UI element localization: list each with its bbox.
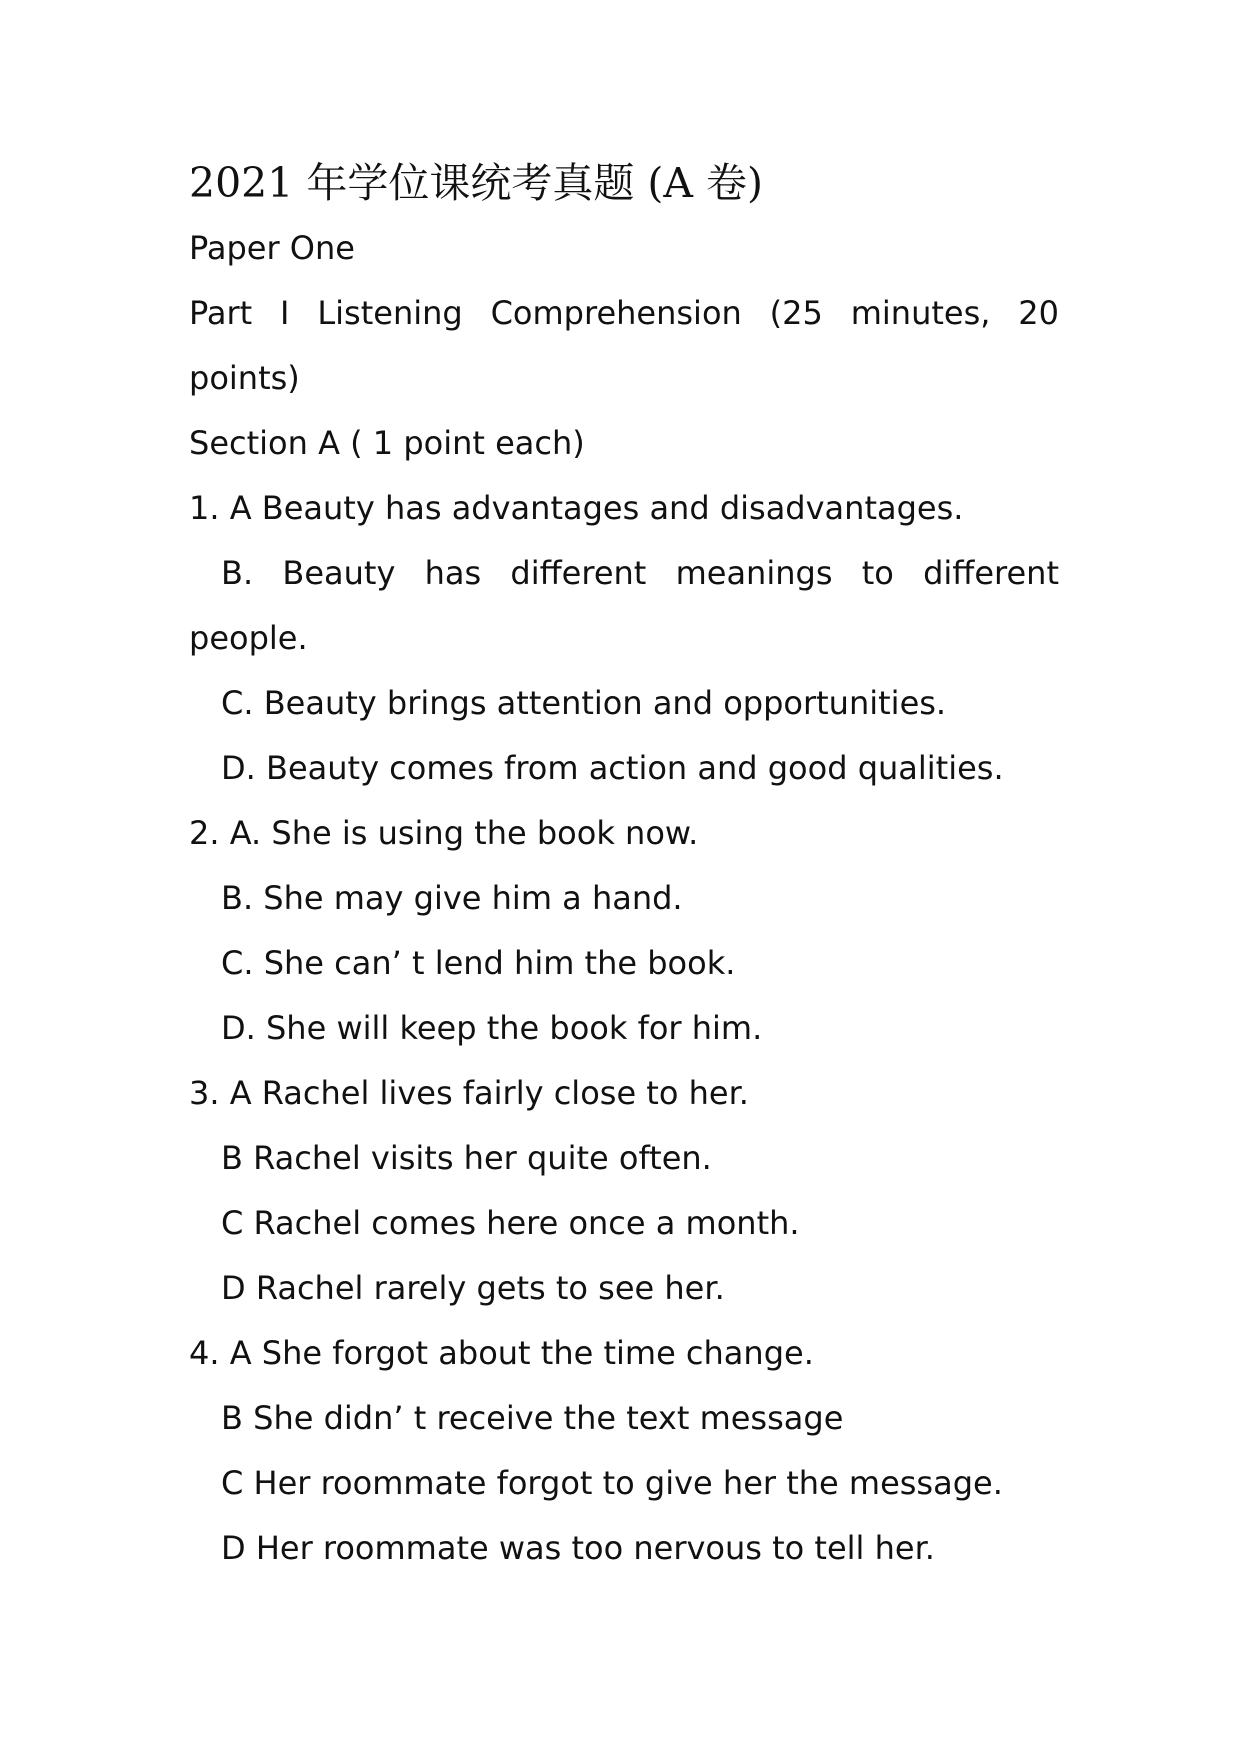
option-b-line-2: people. bbox=[189, 619, 308, 657]
part-heading-line-1: Part I Listening Comprehension (25 minutes, 20 bbox=[189, 294, 1059, 332]
section-heading: Section A ( 1 point each) bbox=[189, 424, 585, 462]
question-stem: 1. A Beauty has advantages and disadvantages. bbox=[189, 489, 964, 527]
question-stem: 4. A She forgot about the time change. bbox=[189, 1334, 814, 1372]
option-b: B. She may give him a hand. bbox=[221, 879, 683, 917]
option-c: C. Beauty brings attention and opportunities. bbox=[221, 684, 947, 722]
option-b-line-1: B. Beauty has different meanings to different bbox=[221, 554, 1059, 592]
exam-page bbox=[189, 150, 1061, 1581]
option-d: D. She will keep the book for him. bbox=[221, 1009, 763, 1047]
option-c: C Her roommate forgot to give her the message. bbox=[221, 1464, 1003, 1502]
question-4 bbox=[189, 1321, 1061, 1581]
question-stem: 3. A Rachel lives fairly close to her. bbox=[189, 1074, 749, 1112]
option-d: D Rachel rarely gets to see her. bbox=[221, 1269, 725, 1307]
option-c: C. She can’ t lend him the book. bbox=[221, 944, 736, 982]
option-d: D Her roommate was too nervous to tell her. bbox=[221, 1529, 935, 1567]
page-title: 2021 年学位课统考真题 (A 卷) bbox=[189, 159, 764, 207]
part-heading-line-2: points) bbox=[189, 359, 300, 397]
question-3 bbox=[189, 1061, 1061, 1321]
option-d: D. Beauty comes from action and good qualities. bbox=[221, 749, 1004, 787]
option-b: B Rachel visits her quite often. bbox=[221, 1139, 712, 1177]
paper-heading: Paper One bbox=[189, 229, 355, 267]
option-b: B She didn’ t receive the text message bbox=[221, 1399, 844, 1437]
question-stem: 2. A. She is using the book now. bbox=[189, 814, 699, 852]
option-c: C Rachel comes here once a month. bbox=[221, 1204, 800, 1242]
question-2 bbox=[189, 801, 1061, 1061]
question-1 bbox=[189, 476, 1061, 801]
